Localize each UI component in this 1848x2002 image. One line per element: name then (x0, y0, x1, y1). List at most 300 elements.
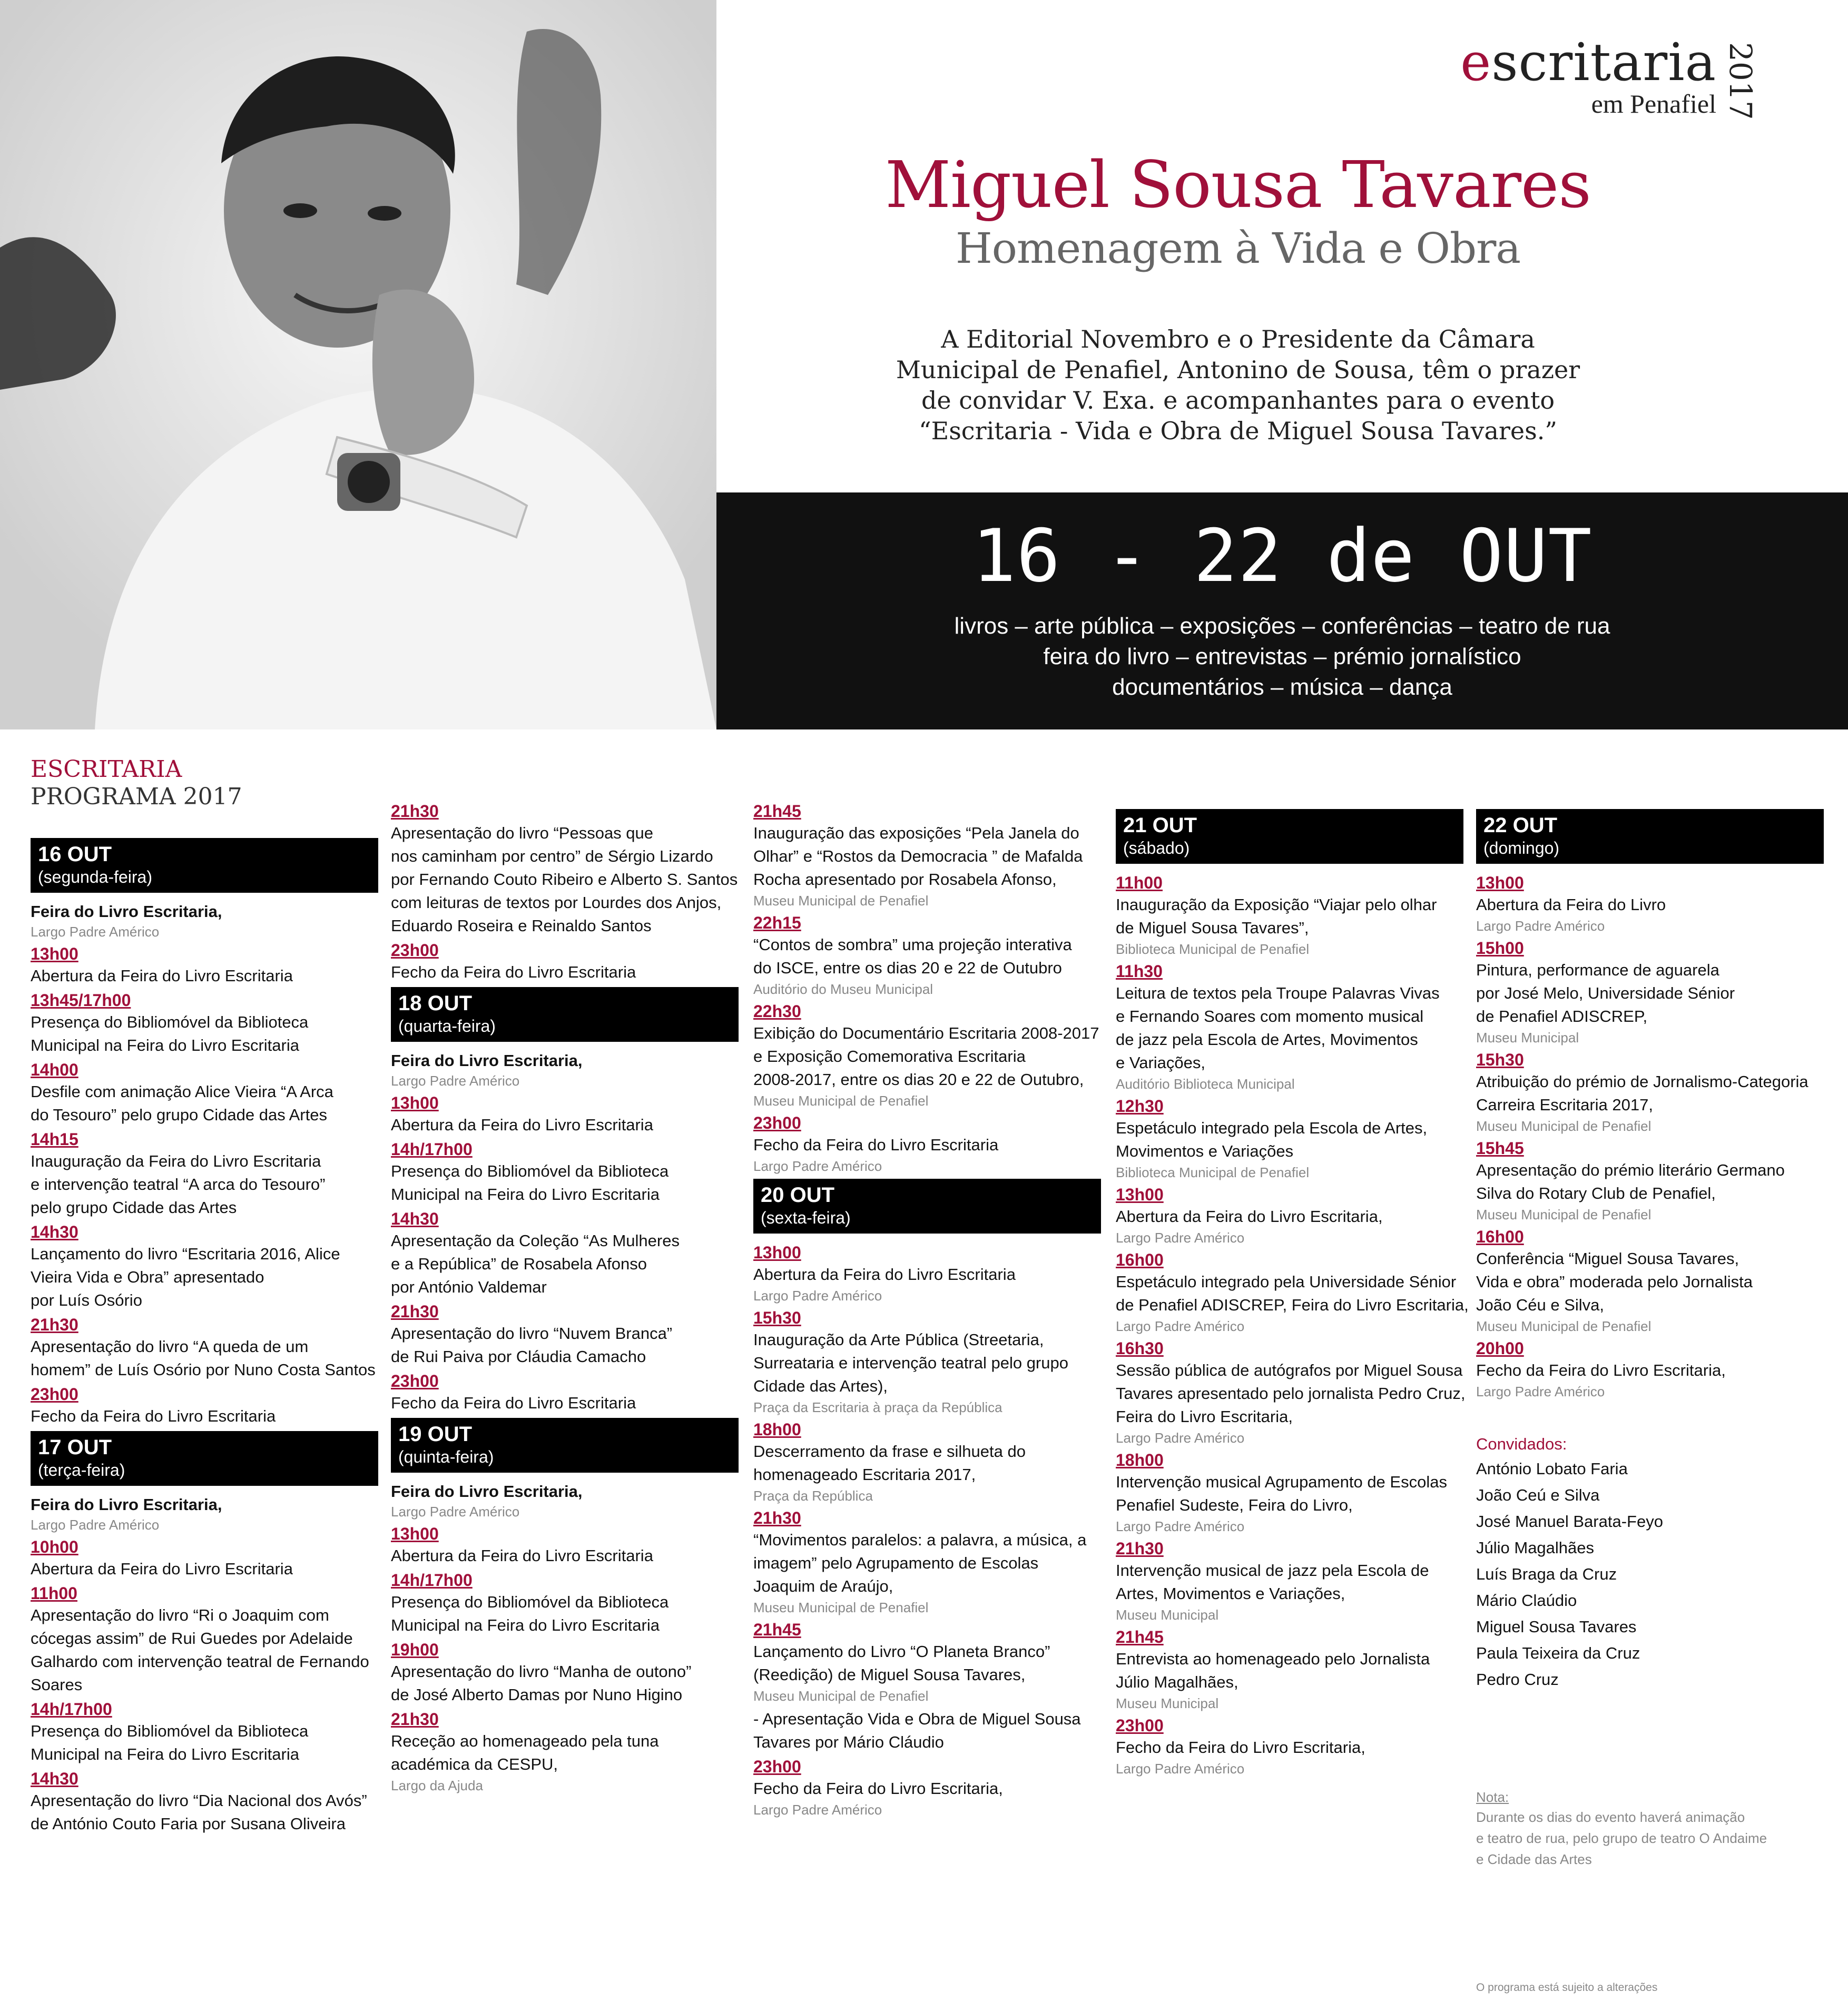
event-time: 23h00 (391, 941, 439, 960)
schedule-event (1116, 1249, 1469, 1336)
event-location: Museu Municipal (1116, 1607, 1219, 1623)
escritaria-logo (1460, 33, 1716, 119)
event-time: 21h30 (391, 1710, 439, 1729)
fair-label: Feira do Livro Escritaria, (31, 1495, 222, 1514)
event-time: 21h45 (1116, 1628, 1164, 1646)
event-location: Auditório do Museu Municipal (753, 981, 933, 997)
guests-list (1476, 1456, 1824, 1693)
event-description: Municipal na Feira do Livro Escritaria (391, 1616, 660, 1634)
schedule-event (31, 1314, 378, 1382)
event-time: 21h30 (753, 1508, 801, 1527)
day-header-18 (391, 987, 739, 1042)
schedule-event (753, 912, 1101, 999)
event-location: Praça da República (753, 1488, 873, 1504)
event-description: e a República” de Rosabela Afonso (391, 1255, 647, 1273)
event-location: Biblioteca Municipal de Penafiel (1116, 941, 1310, 957)
events-17-continued (391, 801, 739, 984)
event-location: Largo Padre Américo (1476, 918, 1605, 934)
schedule-event (391, 1709, 739, 1795)
guest-name: Júlio Magalhães (1476, 1539, 1595, 1557)
event-description: Olhar” e “Rostos da Democracia ” de Mafalda (753, 847, 1083, 865)
event-description: Fecho da Feira do Livro Escritaria, (1476, 1361, 1726, 1379)
invitation-line: A Editorial Novembro e o Presidente da Câmara (941, 325, 1535, 353)
event-description: Carreira Escritaria 2017, (1476, 1096, 1653, 1114)
event-description: Entrevista ao homenageado pelo Jornalista (1116, 1650, 1430, 1668)
event-time: 18h00 (753, 1420, 801, 1439)
event-description: Abertura da Feira do Livro (1476, 895, 1666, 914)
event-time: 23h00 (753, 1113, 801, 1132)
event-description: Apresentação do livro “Ri o Joaquim com (31, 1606, 329, 1624)
fair-label: Feira do Livro Escritaria, (391, 1051, 583, 1070)
event-description: Artes, Movimentos e Variações, (1116, 1584, 1345, 1603)
event-time: 14h/17h00 (31, 1700, 112, 1719)
event-time: 12h30 (1116, 1097, 1164, 1116)
guest-name: Paula Teixeira da Cruz (1476, 1644, 1640, 1662)
event-time: 16h00 (1116, 1250, 1164, 1269)
event-location: Museu Municipal de Penafiel (1476, 1207, 1652, 1222)
event-description: Apresentação do livro “Dia Nacional dos Avós” (31, 1791, 367, 1810)
event-description: por Luís Osório (31, 1291, 142, 1309)
event-description: Desfile com animação Alice Vieira “A Arca (31, 1082, 333, 1101)
schedule-event (391, 1092, 739, 1137)
event-description: Presença do Bibliomóvel da Biblioteca (31, 1722, 309, 1740)
schedule-event (31, 990, 378, 1057)
event-description: Abertura da Feira do Livro Escritaria (31, 1560, 293, 1578)
event-location: Biblioteca Municipal de Penafiel (1116, 1165, 1310, 1180)
schedule-event (1476, 1138, 1824, 1224)
event-location: Largo Padre Américo (1116, 1430, 1245, 1446)
dates-band (716, 492, 1848, 729)
event-description: Fecho da Feira do Livro Escritaria (391, 1394, 636, 1412)
event-time: 14h30 (391, 1209, 439, 1228)
event-location: Museu Municipal de Penafiel (1476, 1118, 1652, 1134)
event-description: Fecho da Feira do Livro Escritaria (391, 963, 636, 981)
event-description: Municipal na Feira do Livro Escritaria (31, 1036, 299, 1054)
event-time: 23h00 (391, 1372, 439, 1390)
schedule-event (753, 1619, 1101, 1754)
event-description: Eduardo Roseira e Reinaldo Santos (391, 916, 652, 935)
schedule-event (31, 1536, 378, 1581)
event-description: - Apresentação Vida e Obra de Miguel Sousa (753, 1710, 1081, 1728)
schedule-event (31, 1129, 378, 1219)
portrait-illustration (0, 0, 716, 729)
event-description: Pintura, performance de aguarela (1476, 961, 1719, 979)
event-description: do Tesouro” pelo grupo Cidade das Artes (31, 1106, 327, 1124)
invitation-line: “Escritaria - Vida e Obra de Miguel Sousa Tavares.” (919, 417, 1557, 445)
event-time: 21h30 (391, 1302, 439, 1321)
activities-line: documentários – música – dança (1112, 674, 1452, 700)
guest-name: José Manuel Barata-Feyo (1476, 1512, 1663, 1531)
event-time: 16h00 (1476, 1227, 1524, 1246)
day-weekday: (segunda-feira) (38, 867, 152, 886)
event-description: e Variações, (1116, 1053, 1206, 1072)
day-name: 18 OUT (398, 992, 473, 1015)
programme-year: PROGRAMA 2017 (31, 783, 242, 810)
event-location: Largo Padre Américo (1116, 1761, 1245, 1777)
event-description: Inauguração da Exposição “Viajar pelo olhar (1116, 895, 1437, 914)
hero-title: Miguel Sousa Tavares (885, 147, 1591, 222)
event-description: Intervenção musical Agrupamento de Escolas (1116, 1473, 1447, 1491)
event-time: 10h00 (31, 1537, 78, 1556)
event-description: do ISCE, entre os dias 20 e 22 de Outubro (753, 959, 1062, 977)
event-time: 15h00 (1476, 939, 1524, 958)
event-description: Tavares apresentado pelo jornalista Pedro Cruz, (1116, 1384, 1466, 1403)
event-description: de jazz pela Escola de Artes, Movimentos (1116, 1030, 1418, 1049)
guest-name: António Lobato Faria (1476, 1459, 1628, 1478)
schedule-event (753, 1242, 1101, 1305)
event-description: Presença do Bibliomóvel da Biblioteca (391, 1162, 669, 1180)
events-17 (31, 1536, 378, 1836)
event-description: e Exposição Comemorativa Escritaria (753, 1047, 1026, 1066)
event-location: Museu Municipal (1116, 1695, 1219, 1711)
event-description: Municipal na Feira do Livro Escritaria (391, 1185, 660, 1204)
event-location: Largo Padre Américo (1116, 1230, 1245, 1246)
schedule-event (753, 1307, 1101, 1417)
schedule-event (391, 1639, 739, 1707)
logo-word-rest: scritaria (1491, 33, 1716, 93)
events-18 (391, 1092, 739, 1415)
invitation-text (817, 324, 1659, 446)
activities-line: livros – arte pública – exposições – conferências – teatro de rua (954, 613, 1610, 639)
event-time: 15h30 (753, 1308, 801, 1327)
event-description: Leitura de textos pela Troupe Palavras Vivas (1116, 984, 1440, 1002)
schedule-event (753, 801, 1101, 910)
event-description: Inauguração da Arte Pública (Streetaria, (753, 1330, 1044, 1349)
day-weekday: (domingo) (1483, 839, 1560, 857)
programme-heading (31, 756, 242, 811)
logo-year: 2017 (1723, 42, 1758, 120)
event-description: e intervenção teatral “A arca do Tesouro” (31, 1175, 326, 1194)
event-description: Cidade das Artes), (753, 1377, 888, 1395)
event-description: Lançamento do livro “Escritaria 2016, Alice (31, 1245, 340, 1263)
fair-label: Feira do Livro Escritaria, (31, 902, 222, 921)
event-time: 14h/17h00 (391, 1571, 473, 1590)
event-time: 22h30 (753, 1002, 801, 1021)
schedule-event (1476, 1049, 1824, 1136)
note-line: e teatro de rua, pelo grupo de teatro O Andaime (1476, 1830, 1767, 1846)
events-19 (391, 1523, 739, 1795)
event-time: 11h00 (31, 1584, 77, 1603)
event-time: 14h/17h00 (391, 1140, 473, 1159)
invitation-line: Municipal de Penafiel, Antonino de Sousa, têm o prazer (896, 356, 1580, 384)
event-description: Silva do Rotary Club de Penafiel, (1476, 1184, 1716, 1202)
event-location: Praça da Escritaria à praça da República (753, 1399, 1002, 1415)
schedule-event (1116, 1338, 1466, 1447)
event-time: 13h00 (31, 944, 78, 963)
event-description: por Fernando Couto Ribeiro e Alberto S. Santos (391, 870, 738, 889)
day-name: 21 OUT (1123, 814, 1197, 837)
event-description: Fecho da Feira do Livro Escritaria, (753, 1779, 1003, 1798)
day-weekday: (quarta-feira) (398, 1017, 496, 1035)
logo-wordmark (1460, 33, 1716, 93)
event-time: 23h00 (31, 1385, 78, 1404)
event-description: Exibição do Documentário Escritaria 2008-2017 (753, 1024, 1099, 1042)
event-time: 13h00 (391, 1093, 439, 1112)
event-description: Fecho da Feira do Livro Escritaria, (1116, 1738, 1365, 1757)
note-heading: Nota: (1476, 1789, 1509, 1805)
event-description: e Fernando Soares com momento musical (1116, 1007, 1424, 1025)
event-time: 14h30 (31, 1222, 78, 1241)
event-description: homenageado Escritaria 2017, (753, 1465, 976, 1484)
day-weekday: (sexta-feira) (761, 1208, 851, 1227)
event-description: homem” de Luís Osório por Nuno Costa Santos (31, 1360, 376, 1379)
event-time: 21h30 (391, 802, 439, 821)
day-weekday: (quinta-feira) (398, 1447, 494, 1466)
schedule-event (1116, 872, 1463, 959)
event-description: Galhardo com intervenção teatral de Fernando (31, 1652, 369, 1671)
schedule-event (391, 1301, 739, 1368)
schedule-event (1476, 872, 1824, 935)
schedule-event (391, 1370, 739, 1415)
event-description: Surreataria e intervenção teatral pelo grupo (753, 1354, 1068, 1372)
event-time: 21h30 (1116, 1539, 1164, 1558)
event-location: Largo Padre Américo (391, 1073, 520, 1089)
event-description: Apresentação do livro “Nuvem Branca” (391, 1324, 673, 1343)
schedule-event (391, 1523, 739, 1567)
schedule-event (1116, 1096, 1463, 1182)
day-header-21 (1116, 809, 1463, 864)
event-description: Presença do Bibliomóvel da Biblioteca (391, 1593, 669, 1611)
event-description: de Penafiel ADISCREP, (1476, 1007, 1648, 1025)
event-description: Lançamento do Livro “O Planeta Branco” (753, 1642, 1050, 1661)
day-weekday: (terça-feira) (38, 1461, 125, 1480)
day-weekday: (sábado) (1123, 839, 1190, 857)
activities-line: feira do livro – entrevistas – prémio jornalístico (1043, 644, 1521, 669)
event-time: 15h30 (1476, 1050, 1524, 1069)
event-description: académica da CESPU, (391, 1755, 558, 1773)
schedule-event (753, 1001, 1101, 1110)
guest-name: João Ceú e Silva (1476, 1486, 1600, 1504)
schedule-event (753, 1756, 1101, 1819)
events-22 (1476, 872, 1824, 1401)
event-description: João Céu e Silva, (1476, 1296, 1604, 1314)
event-time: 11h00 (1116, 873, 1163, 892)
fair-label: Feira do Livro Escritaria, (391, 1482, 583, 1501)
event-location: Museu Municipal de Penafiel (753, 893, 929, 909)
invitation-line: de convidar V. Exa. e acompanhantes para o evento (921, 386, 1555, 415)
guest-name: Luís Braga da Cruz (1476, 1565, 1617, 1583)
event-description: Vida e obra” moderada pelo Jornalista (1476, 1273, 1753, 1291)
event-description: 2008-2017, entre os dias 20 e 22 de Outubro, (753, 1070, 1084, 1089)
event-description: Receção ao homenageado pela tuna (391, 1732, 659, 1750)
event-time: 21h45 (753, 802, 801, 821)
event-description: Feira do Livro Escritaria, (1116, 1407, 1293, 1426)
event-location: Largo Padre Américo (391, 1504, 520, 1520)
event-time: 22h15 (753, 913, 801, 932)
event-time: 14h00 (31, 1060, 78, 1079)
events-21 (1116, 872, 1469, 1778)
logo-initial: e (1460, 33, 1492, 93)
schedule-event (753, 1419, 1101, 1505)
event-description: Tavares por Mário Cláudio (753, 1733, 944, 1751)
programme-column-1 (31, 835, 378, 1838)
event-time: 13h00 (1476, 873, 1524, 892)
event-location: Largo Padre Américo (31, 924, 160, 940)
event-time: 23h00 (1116, 1716, 1164, 1735)
event-location: Largo Padre Américo (1116, 1518, 1245, 1534)
schedule-event (1116, 1449, 1463, 1536)
schedule-event (1116, 961, 1463, 1093)
event-description: Apresentação do livro “Manha de outono” (391, 1662, 692, 1681)
event-location: Museu Municipal de Penafiel (753, 1600, 929, 1615)
event-location: Largo Padre Américo (753, 1158, 882, 1174)
event-description: Apresentação da Coleção “As Mulheres (391, 1231, 680, 1250)
event-description: “Contos de sombra” uma projeção interativa (753, 935, 1072, 954)
schedule-event (391, 1208, 739, 1299)
event-description: Abertura da Feira do Livro Escritaria (31, 967, 293, 985)
day-header-19 (391, 1418, 739, 1473)
event-description: Abertura da Feira do Livro Escritaria, (1116, 1207, 1383, 1226)
event-description: Joaquim de Araújo, (753, 1577, 893, 1595)
events-19-continued (753, 801, 1101, 1176)
schedule-event (1116, 1626, 1463, 1713)
schedule-event (31, 1699, 378, 1766)
event-description: Júlio Magalhães, (1116, 1673, 1238, 1691)
schedule-event (31, 943, 378, 988)
programme-title: ESCRITARIA (31, 756, 182, 783)
event-location: Museu Municipal (1476, 1030, 1579, 1046)
event-description: de José Alberto Damas por Nuno Higino (391, 1685, 683, 1704)
day-name: 17 OUT (38, 1436, 112, 1459)
event-description: Sessão pública de autógrafos por Miguel Sousa (1116, 1361, 1463, 1379)
schedule-event (1476, 938, 1824, 1047)
event-description: de Penafiel ADISCREP, Feira do Livro Escritaria, (1116, 1296, 1469, 1314)
event-description: Inauguração da Feira do Livro Escritaria (31, 1152, 321, 1170)
schedule-event (1476, 1338, 1824, 1401)
event-time: 21h30 (31, 1315, 78, 1334)
event-description: de António Couto Faria por Susana Oliveira (31, 1814, 346, 1833)
event-description: pelo grupo Cidade das Artes (31, 1198, 237, 1217)
day-name: 16 OUT (38, 843, 112, 866)
event-time: 23h00 (753, 1757, 801, 1776)
event-location: Museu Municipal de Penafiel (753, 1093, 929, 1109)
event-location: Largo Padre Américo (753, 1802, 882, 1818)
event-description: Abertura da Feira do Livro Escritaria (753, 1265, 1016, 1284)
event-description: cócegas assim” de Rui Guedes por Adelaide (31, 1629, 353, 1648)
event-description: “Movimentos paralelos: a palavra, a música, a (753, 1531, 1087, 1549)
event-time: 14h15 (31, 1130, 78, 1149)
event-description: Movimentos e Variações (1116, 1142, 1294, 1160)
event-description: Fecho da Feira do Livro Escritaria (753, 1136, 999, 1154)
event-description: Apresentação do prémio literário Germano (1476, 1161, 1785, 1179)
guest-name: Miguel Sousa Tavares (1476, 1618, 1637, 1636)
event-location: Largo Padre Américo (1116, 1318, 1245, 1334)
schedule-event (391, 1139, 739, 1206)
schedule-event (753, 1112, 1101, 1176)
note-line: Durante os dias do evento haverá animação (1476, 1809, 1745, 1825)
day-name: 20 OUT (761, 1184, 835, 1207)
schedule-event (391, 940, 739, 984)
programme-column-5 (1476, 806, 1824, 1870)
guest-name: Pedro Cruz (1476, 1670, 1559, 1689)
day-header-17 (31, 1431, 378, 1486)
event-description: Rocha apresentado por Rosabela Afonso, (753, 870, 1057, 889)
event-time: 21h45 (753, 1620, 801, 1639)
programme-column-2 (391, 801, 739, 1797)
event-description: de Rui Paiva por Cláudia Camacho (391, 1347, 646, 1366)
schedule-event (31, 1221, 378, 1312)
schedule-event (753, 1507, 1101, 1617)
activities-list (716, 611, 1848, 703)
event-description: Atribuição do prémio de Jornalismo-Categoria (1476, 1072, 1808, 1091)
event-time: 13h45/17h00 (31, 991, 131, 1010)
event-description: nos caminham por centro” de Sérgio Lizardo (391, 847, 713, 865)
event-time: 11h30 (1116, 962, 1163, 981)
programme-column-4 (1116, 806, 1469, 1780)
schedule-event (391, 1570, 739, 1637)
event-time: 13h00 (391, 1524, 439, 1543)
event-location: Museu Municipal de Penafiel (753, 1688, 929, 1704)
events-16 (31, 943, 378, 1428)
event-description: Espetáculo integrado pela Escola de Artes, (1116, 1119, 1428, 1137)
event-time: 19h00 (391, 1640, 439, 1659)
events-20 (753, 1242, 1101, 1819)
event-description: Descerramento da frase e silhueta do (753, 1442, 1026, 1461)
event-description: (Reedição) de Miguel Sousa Tavares, (753, 1665, 1026, 1684)
schedule-event (31, 1384, 378, 1428)
schedule-event (1116, 1184, 1463, 1247)
logo-subtitle: em Penafiel (1591, 89, 1716, 119)
event-description: Fecho da Feira do Livro Escritaria (31, 1407, 276, 1425)
disclaimer: O programa está sujeito a alterações (1476, 1981, 1658, 1994)
event-description: Municipal na Feira do Livro Escritaria (31, 1745, 299, 1763)
schedule-event (31, 1059, 378, 1127)
schedule-event (31, 1768, 378, 1836)
event-description: Abertura da Feira do Livro Escritaria (391, 1116, 653, 1134)
schedule-event (391, 801, 739, 938)
schedule-event (31, 1583, 378, 1697)
event-description: Conferência “Miguel Sousa Tavares, (1476, 1249, 1739, 1268)
event-time: 15h45 (1476, 1139, 1524, 1158)
guest-name: Mário Claúdio (1476, 1591, 1577, 1610)
event-description: Inauguração das exposições “Pela Janela do (753, 824, 1079, 842)
note-line: e Cidade das Artes (1476, 1851, 1592, 1867)
hero-subtitle: Homenagem à Vida e Obra (955, 224, 1521, 273)
event-description: imagem” pelo Agrupamento de Escolas (753, 1554, 1039, 1572)
event-time: 16h30 (1116, 1339, 1164, 1358)
schedule-event (1476, 1226, 1824, 1336)
event-description: Penafiel Sudeste, Feira do Livro, (1116, 1496, 1353, 1514)
event-time: 14h30 (31, 1769, 78, 1788)
event-location: Auditório Biblioteca Municipal (1116, 1076, 1295, 1092)
event-description: Intervenção musical de jazz pela Escola de (1116, 1561, 1429, 1580)
event-description: por António Valdemar (391, 1278, 547, 1296)
event-location: Largo Padre Américo (753, 1288, 882, 1304)
portrait-photo (0, 0, 716, 729)
event-description: Presença do Bibliomóvel da Biblioteca (31, 1013, 309, 1031)
event-time: 13h00 (753, 1243, 801, 1262)
event-description: de Miguel Sousa Tavares”, (1116, 919, 1309, 937)
event-description: com leituras de textos por Lourdes dos Anjos, (391, 893, 722, 912)
day-name: 19 OUT (398, 1423, 473, 1446)
day-header-22 (1476, 809, 1824, 864)
event-location: Largo Padre Américo (1476, 1384, 1605, 1399)
event-description: Abertura da Feira do Livro Escritaria (391, 1546, 653, 1565)
event-location: Museu Municipal de Penafiel (1476, 1318, 1652, 1334)
event-description: Vieira Vida e Obra” apresentado (31, 1268, 264, 1286)
event-time: 13h00 (1116, 1185, 1164, 1204)
schedule-event (1116, 1715, 1463, 1778)
guests-heading: Convidados: (1476, 1435, 1567, 1453)
event-dates: 16 - 22 de OUT (972, 514, 1593, 598)
day-name: 22 OUT (1483, 814, 1558, 837)
event-location: Largo da Ajuda (391, 1778, 483, 1793)
event-time: 20h00 (1476, 1339, 1524, 1358)
event-description: Apresentação do livro “Pessoas que (391, 824, 654, 842)
event-location: Largo Padre Américo (31, 1517, 160, 1533)
day-header-20 (753, 1179, 1101, 1234)
event-description: Espetáculo integrado pela Universidade Sénior (1116, 1273, 1457, 1291)
